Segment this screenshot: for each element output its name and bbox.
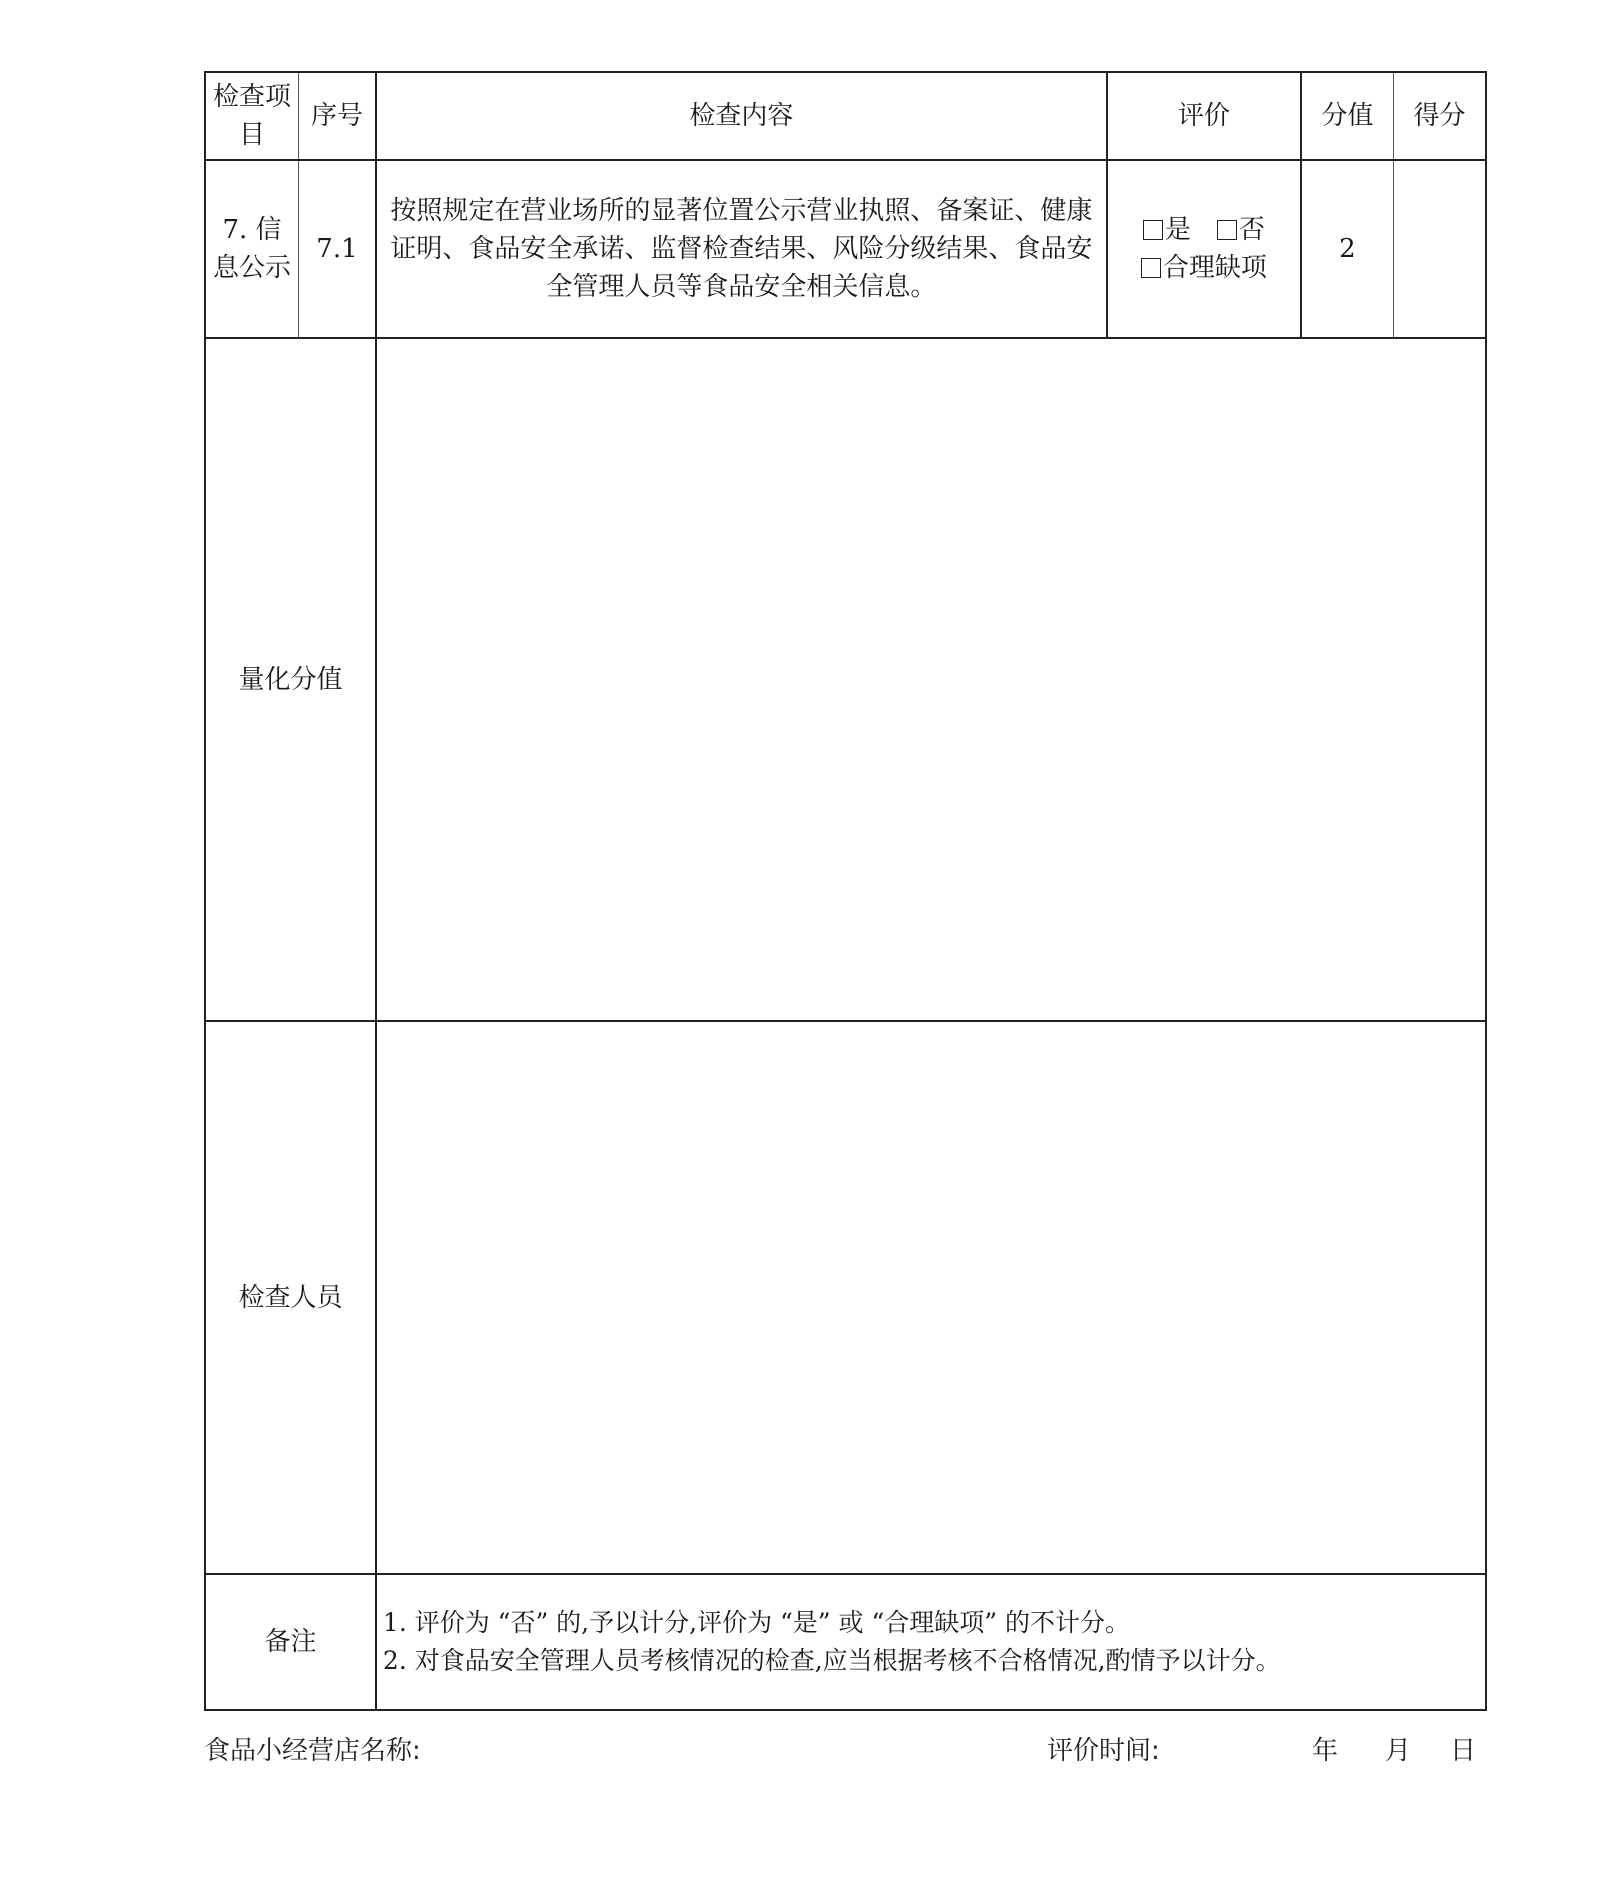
row-evaluation xyxy=(1107,160,1301,338)
yes-option-label: 是 xyxy=(1164,215,1191,245)
row-seq: 7.1 xyxy=(299,160,376,338)
not-applicable-option-label: 合理缺项 xyxy=(1162,253,1267,283)
notes-content xyxy=(376,1574,1486,1710)
row-item: 7. 信息公示 xyxy=(205,160,299,338)
row-content: 按照规定在营业场所的显著位置公示营业执照、备案证、健康证明、食品安全承诺、监督检查结果、风险分级结果、食品安全管理人员等食品安全相关信息。 xyxy=(376,160,1107,338)
no-checkbox[interactable] xyxy=(1217,220,1237,240)
header-seq: 序号 xyxy=(299,72,376,160)
row-score-value: 2 xyxy=(1301,160,1394,338)
header-evaluation: 评价 xyxy=(1107,72,1301,160)
notes-row xyxy=(205,1574,1486,1710)
header-row xyxy=(205,72,1486,160)
note-line-1: 1. 评价为 “否” 的,予以计分,评价为 “是” 或 “合理缺项” 的不计分。 xyxy=(382,1608,1130,1637)
month-label: 月 xyxy=(1385,1736,1412,1766)
inspectors-field[interactable] xyxy=(376,1021,1486,1574)
quantified-row xyxy=(205,338,1486,1021)
quantified-field[interactable] xyxy=(376,338,1486,1021)
yes-checkbox[interactable] xyxy=(1143,220,1163,240)
store-name-label: 食品小经营店名称: xyxy=(204,1736,421,1766)
quantified-label: 量化分值 xyxy=(205,338,376,1021)
not-applicable-checkbox[interactable] xyxy=(1141,258,1161,278)
eval-time-label: 评价时间: xyxy=(1047,1736,1160,1766)
inspectors-row xyxy=(205,1021,1486,1574)
year-label: 年 xyxy=(1312,1736,1339,1766)
note-line-2: 2. 对食品安全管理人员考核情况的检查,应当根据考核不合格情况,酌情予以计分。 xyxy=(382,1646,1281,1675)
inspectors-label: 检查人员 xyxy=(205,1021,376,1574)
header-score: 得分 xyxy=(1393,72,1486,160)
header-content: 检查内容 xyxy=(376,72,1107,160)
header-score-value: 分值 xyxy=(1301,72,1394,160)
row-score-field[interactable] xyxy=(1393,160,1486,338)
header-item: 检查项目 xyxy=(205,72,299,160)
notes-label: 备注 xyxy=(205,1574,376,1710)
no-option-label: 否 xyxy=(1238,215,1265,245)
table-row xyxy=(205,160,1486,338)
day-label: 日 xyxy=(1450,1736,1477,1766)
inspection-form-table xyxy=(204,71,1487,1711)
